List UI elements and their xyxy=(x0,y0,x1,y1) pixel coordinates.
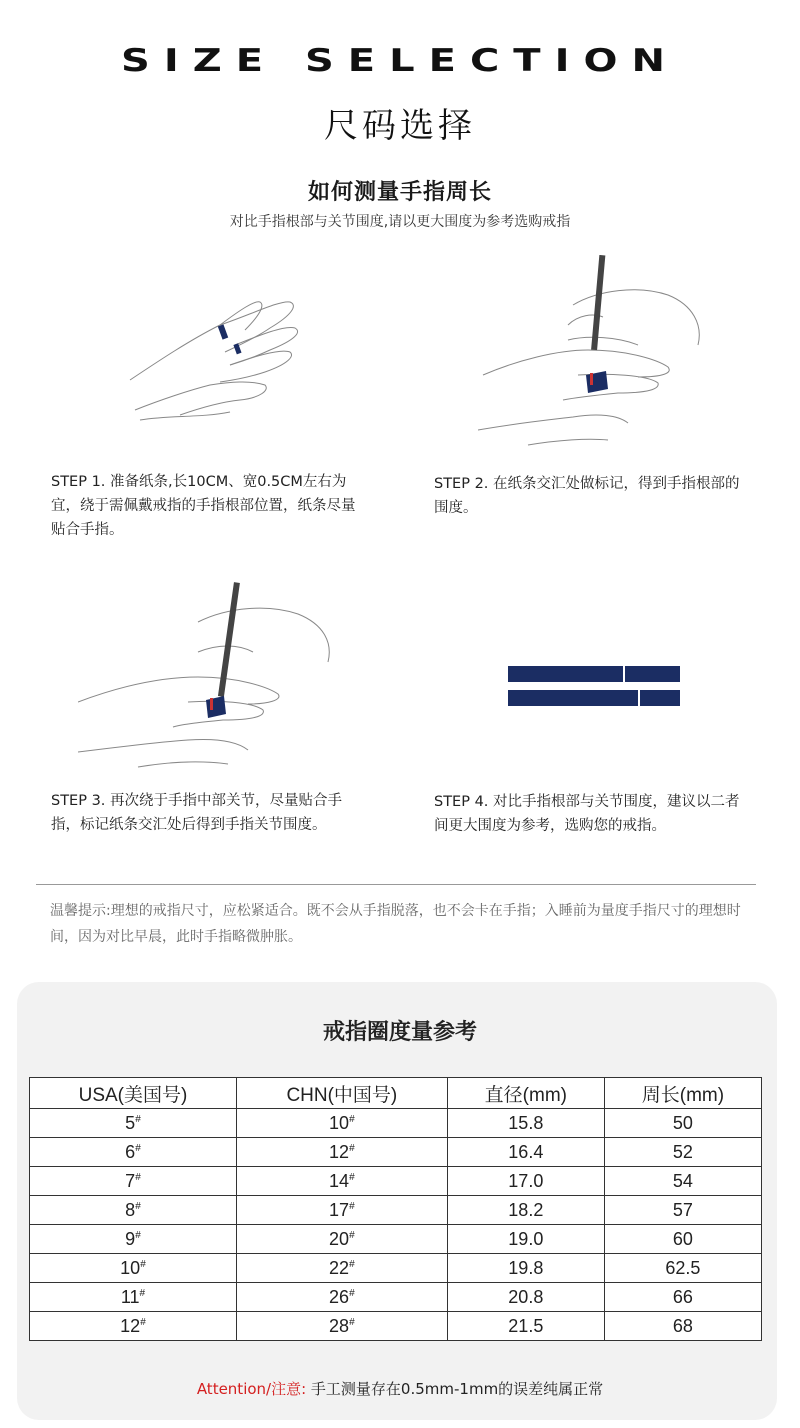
cell-usa xyxy=(30,1254,237,1283)
section-divider xyxy=(36,884,756,885)
attention-text: 手工测量存在0.5mm-1mm的误差纯属正常 xyxy=(306,1380,604,1398)
cell-chn xyxy=(236,1138,447,1167)
size-mark: # xyxy=(349,1316,355,1328)
cell-diameter-value: 16.4 xyxy=(508,1141,544,1162)
cell-usa xyxy=(30,1196,237,1225)
cell-usa xyxy=(30,1138,237,1167)
cell-chn-value: 26 xyxy=(329,1286,350,1307)
step2-text: STEP 2. 在纸条交汇处做标记，得到手指根部的围度。 xyxy=(434,476,740,516)
size-mark: # xyxy=(139,1287,146,1299)
size-mark: # xyxy=(135,1142,141,1154)
cell-circumference-value: 54 xyxy=(672,1170,693,1191)
cell-diameter-value: 18.2 xyxy=(508,1199,544,1220)
cell-usa-value: 12 xyxy=(120,1315,141,1336)
cell-diameter-value: 19.0 xyxy=(508,1228,544,1249)
cell-chn-value: 28 xyxy=(329,1315,350,1336)
howto-subtitle: 对比手指根部与关节围度,请以更大围度为参考选购戒指 xyxy=(229,214,571,230)
page-title-en: SIZE SELECTION xyxy=(121,43,679,79)
page-title-cn: 尺码选择 xyxy=(324,106,476,146)
cell-diameter xyxy=(447,1283,604,1312)
size-mark: # xyxy=(349,1200,355,1212)
table-row xyxy=(30,1167,762,1196)
cell-circumference-value: 66 xyxy=(672,1286,693,1307)
cell-circumference-value: 60 xyxy=(672,1228,693,1249)
size-mark: # xyxy=(349,1171,355,1183)
cell-chn xyxy=(236,1254,447,1283)
cell-usa xyxy=(30,1283,237,1312)
cell-usa-value: 10 xyxy=(120,1257,141,1278)
step3-pencil-illustration xyxy=(78,582,338,772)
size-mark: # xyxy=(140,1258,146,1270)
howto-title: 如何测量手指周长 xyxy=(307,180,492,205)
table-row xyxy=(30,1225,762,1254)
step1-text: STEP 1. 准备纸条,长10CM、宽0.5CM左右为宜，绕于需佩戴戒指的手指根部位置，纸条尽量贴合手指。 xyxy=(51,474,356,538)
cell-usa xyxy=(30,1312,237,1341)
size-mark: # xyxy=(349,1258,355,1270)
cell-usa xyxy=(30,1109,237,1138)
size-mark: # xyxy=(135,1171,141,1183)
cell-usa-value: 6 xyxy=(125,1141,136,1162)
table-header-row xyxy=(30,1078,762,1109)
cell-chn-value: 12 xyxy=(329,1141,350,1162)
step4-text: STEP 4. 对比手指根部与关节围度，建议以二者间更大围度为参考，选购您的戒指。 xyxy=(434,794,740,834)
cell-usa-value: 8 xyxy=(125,1199,136,1220)
size-mark: # xyxy=(135,1113,141,1125)
step4-strips-illustration xyxy=(508,664,680,708)
table-row xyxy=(30,1283,762,1312)
cell-circumference xyxy=(604,1283,761,1312)
cell-chn-value: 10 xyxy=(329,1112,350,1133)
table-row xyxy=(30,1196,762,1225)
header-diameter: 直径(mm) xyxy=(447,1078,604,1109)
cell-diameter-value: 17.0 xyxy=(508,1170,544,1191)
cell-usa-value: 11 xyxy=(120,1286,140,1307)
size-table-title: 戒指圈度量参考 xyxy=(322,1020,477,1045)
table-row xyxy=(30,1109,762,1138)
cell-chn xyxy=(236,1109,447,1138)
cell-circumference-value: 57 xyxy=(672,1199,693,1220)
cell-chn xyxy=(236,1312,447,1341)
cell-circumference xyxy=(604,1312,761,1341)
cell-circumference xyxy=(604,1167,761,1196)
size-mark: # xyxy=(135,1200,141,1212)
size-mark: # xyxy=(349,1142,355,1154)
cell-circumference xyxy=(604,1109,761,1138)
header-circumference: 周长(mm) xyxy=(604,1078,761,1109)
cell-diameter-value: 19.8 xyxy=(508,1257,544,1278)
cell-chn-value: 22 xyxy=(329,1257,350,1278)
cell-circumference-value: 52 xyxy=(672,1141,693,1162)
cell-chn xyxy=(236,1225,447,1254)
cell-diameter xyxy=(447,1254,604,1283)
step1-hand-illustration xyxy=(120,290,320,430)
cell-diameter xyxy=(447,1167,604,1196)
cell-usa-value: 7 xyxy=(125,1170,136,1191)
header-chn: CHN(中国号) xyxy=(236,1078,447,1109)
cell-chn xyxy=(236,1196,447,1225)
tip-text: 温馨提示:理想的戒指尺寸，应松紧适合。既不会从手指脱落，也不会卡在手指；入睡前为量度手指尺寸的理想时间，因为对比早晨，此时手指略微肿胀。 xyxy=(50,903,741,945)
cell-usa-value: 9 xyxy=(125,1228,136,1249)
cell-diameter xyxy=(447,1138,604,1167)
attention-label: Attention/注意: xyxy=(196,1380,307,1398)
size-mark: # xyxy=(349,1287,355,1299)
table-row xyxy=(30,1138,762,1167)
cell-circumference-value: 62.5 xyxy=(665,1257,701,1278)
size-mark: # xyxy=(349,1229,355,1241)
size-table xyxy=(29,1077,762,1341)
size-mark: # xyxy=(140,1316,146,1328)
cell-circumference xyxy=(604,1225,761,1254)
step2-pencil-illustration xyxy=(478,255,718,455)
table-row xyxy=(30,1312,762,1341)
cell-chn xyxy=(236,1167,447,1196)
cell-usa-value: 5 xyxy=(125,1112,136,1133)
cell-chn xyxy=(236,1283,447,1312)
cell-usa xyxy=(30,1167,237,1196)
cell-chn-value: 14 xyxy=(329,1170,350,1191)
cell-chn-value: 17 xyxy=(329,1199,350,1220)
cell-diameter-value: 20.8 xyxy=(508,1286,544,1307)
step3-text: STEP 3. 再次绕于手指中部关节，尽量贴合手指，标记纸条交汇处后得到手指关节围度。 xyxy=(51,793,343,833)
size-mark: # xyxy=(135,1229,141,1241)
cell-circumference xyxy=(604,1196,761,1225)
table-row xyxy=(30,1254,762,1283)
cell-diameter-value: 15.8 xyxy=(508,1112,544,1133)
cell-circumference-value: 68 xyxy=(672,1315,693,1336)
cell-usa xyxy=(30,1225,237,1254)
cell-circumference xyxy=(604,1254,761,1283)
size-mark: # xyxy=(349,1113,355,1125)
cell-diameter xyxy=(447,1225,604,1254)
cell-circumference xyxy=(604,1138,761,1167)
attention-note xyxy=(0,1378,800,1399)
cell-circumference-value: 50 xyxy=(672,1112,693,1133)
cell-diameter-value: 21.5 xyxy=(508,1315,544,1336)
cell-diameter xyxy=(447,1312,604,1341)
cell-diameter xyxy=(447,1196,604,1225)
cell-diameter xyxy=(447,1109,604,1138)
header-usa: USA(美国号) xyxy=(30,1078,237,1109)
cell-chn-value: 20 xyxy=(329,1228,350,1249)
